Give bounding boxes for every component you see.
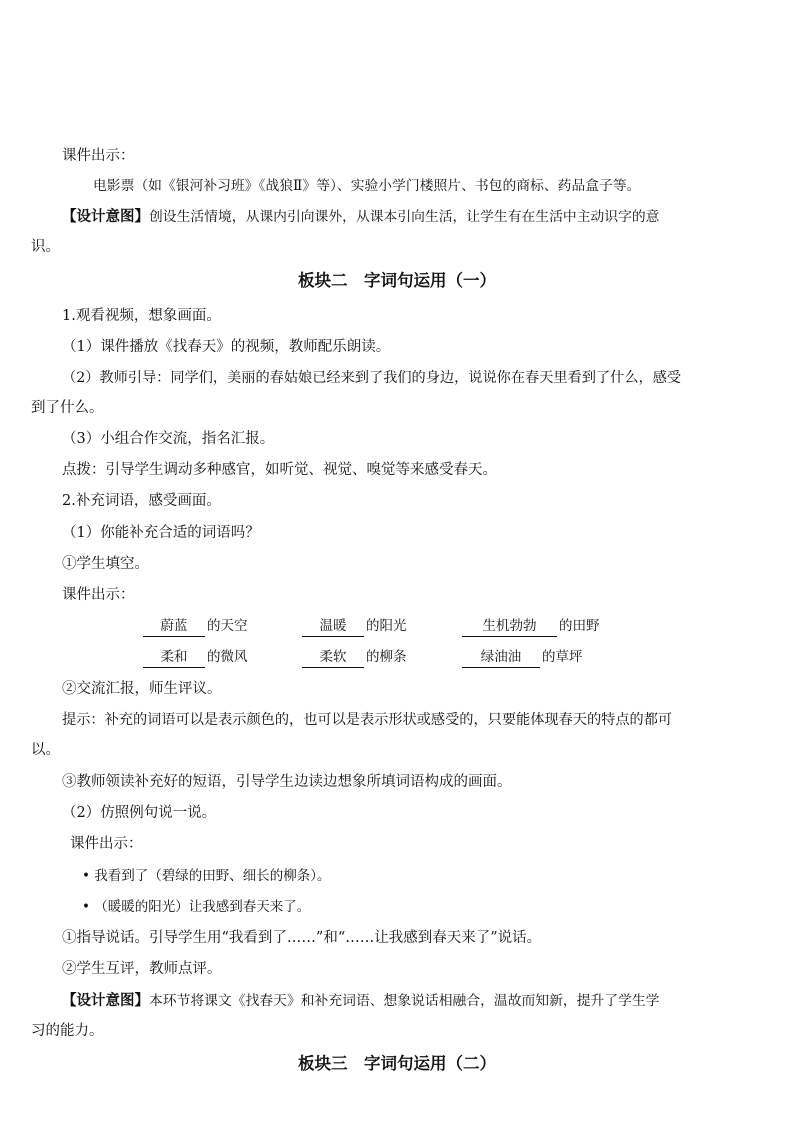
block2-p1-3: （3）小组合作交流，指名汇报。 (62, 431, 275, 447)
fill-row-1 (0, 616, 794, 638)
block3-heading: 板块三 字词句运用（二） (298, 1054, 496, 1073)
block2-tip: 点拨：引导学生调动多种感官，如听觉、视觉、嗅觉等来感受春天。 (62, 462, 497, 478)
block2-step4: ①指导说话。引导学生用“我看到了……”和“……让我感到春天来了”说话。 (62, 930, 542, 946)
fill-blank: 柔软 (302, 647, 364, 668)
block2-p1: 1.观看视频，想象画面。 (62, 308, 221, 324)
design-intent-1 (62, 207, 659, 227)
design-intent-2 (62, 991, 659, 1011)
block2-heading: 板块二 字词句运用（一） (298, 271, 496, 290)
fill-suffix: 的阳光 (366, 618, 407, 634)
block2-step1: ①学生填空。 (62, 556, 149, 572)
block2-step3: ③教师领读补充好的短语，引导学生边读边想象所填词语构成的画面。 (62, 774, 512, 790)
block2-step2: ②交流汇报，师生评议。 (62, 681, 222, 697)
design-intent-label-2: 【设计意图】 (62, 993, 149, 1009)
fill-row-2 (0, 647, 794, 669)
design-intent-label: 【设计意图】 (62, 209, 149, 225)
design-intent-text-2: 本环节将课文《找春天》和补充词语、想象说话相融合，温故而知新，提升了学生学 (149, 993, 660, 1009)
block2-p2: 2.补充词语，感受画面。 (62, 493, 221, 509)
block2-p2-2: （2）仿照例句说一说。 (62, 805, 217, 821)
fill-suffix: 的微风 (207, 649, 248, 665)
fill-blank: 绿油油 (462, 647, 540, 668)
design-intent-text: 创设生活情境，从课内引向课外，从课本引向生活，让学生有在生活中主动识字的意 (149, 209, 660, 225)
block2-p1-2a: （2）教师引导：同学们，美丽的春姑娘已经来到了我们的身边，说说你在春天里看到了什么，感受 (62, 370, 682, 386)
example-sentence-2: • （暖暖的阳光）让我感到春天来了。 (82, 899, 311, 915)
block2-courseware-label-2: 课件出示： (70, 836, 143, 852)
design-intent-2-cont: 习的能力。 (31, 1023, 104, 1039)
movie-materials-line: 电影票（如《银河补习班》《战狼Ⅱ》等）、实验小学门楼照片、书包的商标、药品盒子等。 (93, 178, 641, 194)
fill-blank: 蔚蓝 (143, 616, 205, 637)
block2-courseware-label: 课件出示： (62, 587, 135, 603)
fill-suffix: 的草坪 (542, 649, 583, 665)
courseware-label: 课件出示： (62, 148, 135, 164)
block2-hint-b: 以。 (31, 742, 60, 758)
fill-blank: 生机勃勃 (462, 616, 557, 637)
fill-blank: 温暖 (302, 616, 364, 637)
block2-hint-a: 提示：补充的词语可以是表示颜色的，也可以是表示形状或感受的，只要能体现春天的特点的都可 (62, 712, 673, 728)
example-sentence-1: • 我看到了（碧绿的田野、细长的柳条）。 (82, 868, 331, 884)
fill-suffix: 的天空 (207, 618, 248, 634)
block2-p1-2b: 到了什么。 (31, 400, 104, 416)
fill-blank: 柔和 (143, 647, 205, 668)
block2-step5: ②学生互评，教师点评。 (62, 961, 222, 977)
design-intent-1-cont: 识。 (31, 239, 60, 255)
fill-suffix: 的柳条 (366, 649, 407, 665)
block2-p2-1: （1）你能补充合适的词语吗？ (62, 525, 260, 541)
block2-p1-1: （1）课件播放《找春天》的视频，教师配乐朗读。 (62, 339, 391, 355)
fill-suffix: 的田野 (559, 618, 600, 634)
